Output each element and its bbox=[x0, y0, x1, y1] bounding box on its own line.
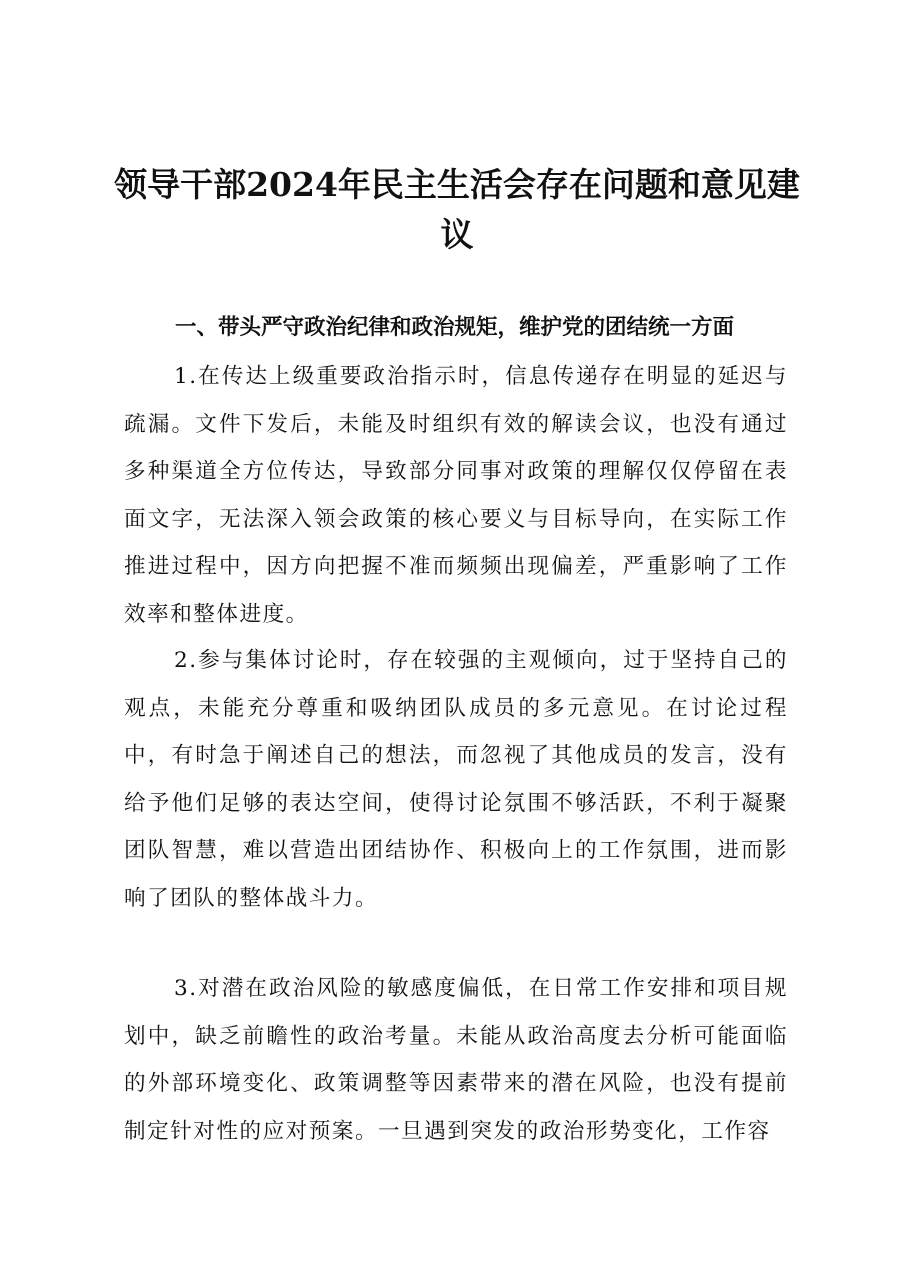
section-heading: 一、带头严守政治纪律和政治规矩，维护党的团结统一方面 bbox=[175, 315, 735, 340]
document-title: 领导干部2024年民主生活会存在问题和意见建议 bbox=[114, 165, 800, 254]
paragraph-1: 1.在传达上级重要政治指示时，信息传递存在明显的延迟与疏漏。文件下发后，未能及时组织有效的解读会议，也没有通过多种渠道全方位传达，导致部分同事对政策的理解仅仅停留在表面文字，无法深入领会政策的核心要义与目标导向，在实际工作推进过程中，因方向把握不准而频频出现偏差，严重影响了工作效率和整体进度。 bbox=[124, 364, 788, 627]
paragraph-3: 3.对潜在政治风险的敏感度偏低，在日常工作安排和项目规划中，缺乏前瞻性的政治考量。未能从政治高度去分析可能面临的外部环境变化、政策调整等因素带来的潜在风险，也没有提前制定针对性的应对预案。一旦遇到突发的政治形势变化，工作容 bbox=[124, 976, 788, 1144]
paragraph-2: 2.参与集体讨论时，存在较强的主观倾向，过于坚持自己的观点，未能充分尊重和吸纳团队成员的多元意见。在讨论过程中，有时急于阐述自己的想法，而忽视了其他成员的发言，没有给予他们足够的表达空间，使得讨论氛围不够活跃，不利于凝聚团队智慧，难以营造出团结协作、积极向上的工作氛围，进而影响了团队的整体战斗力。 bbox=[124, 648, 788, 911]
